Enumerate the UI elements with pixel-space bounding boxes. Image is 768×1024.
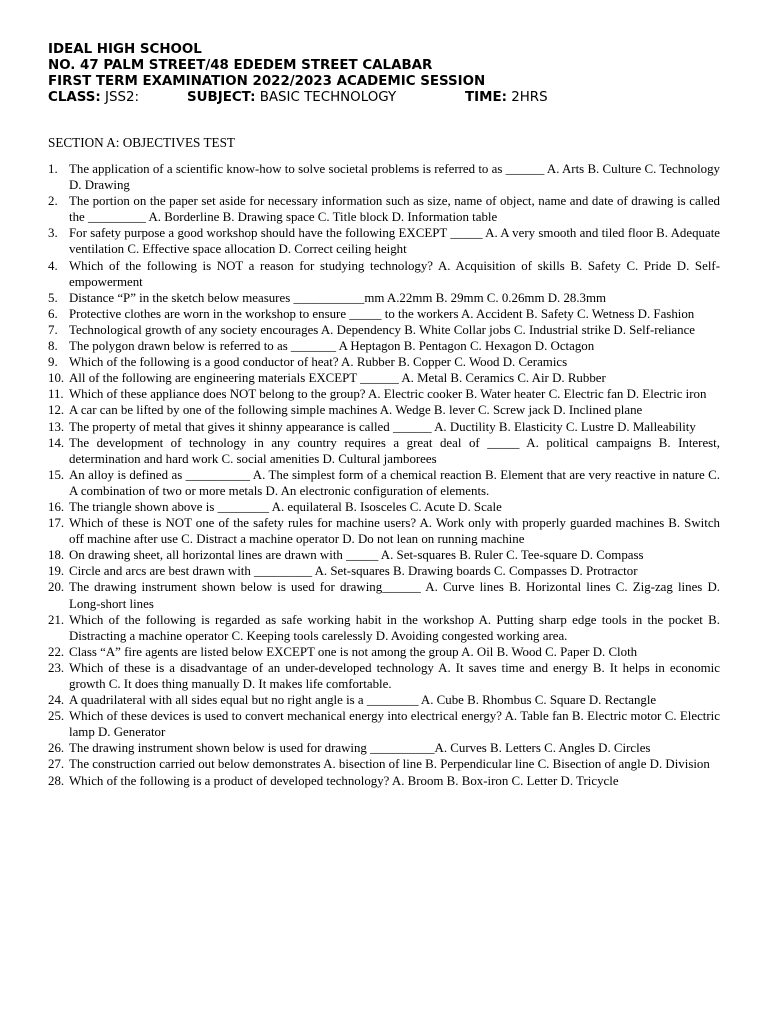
question-text: The property of metal that gives it shinny appearance is called ______ A. Ductility B. Elasticity C. Lustre D. Malleability <box>69 419 696 434</box>
question-text: Technological growth of any society encourages A. Dependency B. White Collar jobs C. Industrial strike D. Self-reliance <box>69 322 696 337</box>
question-item <box>48 225 720 257</box>
question-list <box>48 161 720 789</box>
question-item <box>48 338 720 354</box>
question-item <box>48 547 720 563</box>
question-item <box>48 515 720 547</box>
question-text: Which of the following is a product of developed technology? A. Broom B. Box-iron C. Letter D. Tricycle <box>69 773 619 788</box>
subject-value: BASIC TECHNOLOGY <box>259 90 397 105</box>
question-number: 9. <box>48 355 58 370</box>
question-item <box>48 692 720 708</box>
question-item <box>48 258 720 290</box>
question-number: 25. <box>48 709 65 724</box>
question-text: For safety purpose a good workshop should have the following EXCEPT _____ A. A very smooth and tiled floor B. Adequate ventilation C. Effective space allocation D. Correct ceiling height <box>69 226 720 257</box>
question-item <box>48 579 720 611</box>
question-item <box>48 644 720 660</box>
question-item <box>48 354 720 370</box>
question-text: The development of technology in any country requires a great deal of _____ A. political campaigns B. Interest, determination and hard work C. social amenities D. Cultural jamborees <box>69 435 720 466</box>
question-text: The construction carried out below demonstrates A. bisection of line B. Perpendicular line C. Bisection of angle D. Division <box>69 757 710 772</box>
exam-info-row <box>48 90 728 106</box>
question-item <box>48 161 720 193</box>
question-item <box>48 756 720 772</box>
class-label: CLASS: <box>48 90 101 105</box>
question-number: 3. <box>48 226 58 241</box>
question-item <box>48 563 720 579</box>
subject-label: SUBJECT: <box>187 90 256 105</box>
question-number: 18. <box>48 548 65 563</box>
question-text: A car can be lifted by one of the following simple machines A. Wedge B. lever C. Screw jack D. Inclined plane <box>69 403 643 418</box>
question-text: The portion on the paper set aside for necessary information such as size, name of object, name and date of drawing is called the _________ A. Borderline B. Drawing space C. Title block D. Information table <box>69 194 720 225</box>
question-text: Which of the following is regarded as safe working habit in the workshop A. Putting sharp edge tools in the pocket B. Distracting a machine operator C. Keeping tools carelessly D. Avoiding congested working area. <box>69 612 720 643</box>
question-text: Which of these is a disadvantage of an under-developed technology A. It saves time and energy B. It helps in economic growth C. It does thing manually D. It makes life comfortable. <box>69 660 720 691</box>
question-number: 2. <box>48 194 58 209</box>
question-text: Which of these devices is used to convert mechanical energy into electrical energy? A. Table fan B. Electric motor C. Electric lamp D. Generator <box>69 709 720 740</box>
question-item <box>48 193 720 225</box>
question-text: The triangle shown above is ________ A. equilateral B. Isosceles C. Acute D. Scale <box>69 499 502 514</box>
question-number: 5. <box>48 290 58 305</box>
question-item <box>48 612 720 644</box>
question-number: 27. <box>48 757 65 772</box>
question-number: 28. <box>48 773 65 788</box>
class-value: JSS2: <box>105 90 140 105</box>
question-number: 8. <box>48 339 58 354</box>
question-number: 19. <box>48 564 65 579</box>
question-text: Distance “P” in the sketch below measures ___________mm A.22mm B. 29mm C. 0.26mm D. 28.3mm <box>69 290 607 305</box>
question-item <box>48 290 720 306</box>
question-text: The drawing instrument shown below is used for drawing __________A. Curves B. Letters C. Angles D. Circles <box>69 741 651 756</box>
exam-header <box>48 42 728 106</box>
question-text: On drawing sheet, all horizontal lines are drawn with _____ A. Set-squares B. Ruler C. Tee-square D. Compass <box>69 548 644 563</box>
question-text: Which of these appliance does NOT belong to the group? A. Electric cooker B. Water heater C. Electric fan D. Electric iron <box>69 387 707 402</box>
question-number: 6. <box>48 306 58 321</box>
question-number: 13. <box>48 419 65 434</box>
question-number: 22. <box>48 644 65 659</box>
question-item <box>48 435 720 467</box>
time-info <box>465 90 548 106</box>
question-item <box>48 499 720 515</box>
question-number: 4. <box>48 258 58 273</box>
question-text: Circle and arcs are best drawn with _________ A. Set-squares B. Drawing boards C. Compasses D. Protractor <box>69 564 638 579</box>
subject-info <box>187 90 396 106</box>
school-address: NO. 47 PALM STREET/48 EDEDEM STREET CALABAR <box>48 58 433 73</box>
question-number: 21. <box>48 612 65 627</box>
question-item <box>48 386 720 402</box>
question-text: Protective clothes are worn in the workshop to ensure _____ to the workers A. Accident B. Safety C. Wetness D. Fashion <box>69 306 695 321</box>
question-number: 14. <box>48 435 65 450</box>
question-number: 17. <box>48 516 65 531</box>
question-text: Which of these is NOT one of the safety rules for machine users? A. Work only with properly guarded machines B. Switch off machine after use C. Distract a machine operator D. Do not lean on running machine <box>69 516 720 547</box>
question-number: 11. <box>48 387 64 402</box>
question-number: 10. <box>48 371 65 386</box>
question-text: Class “A” fire agents are listed below EXCEPT one is not among the group A. Oil B. Wood C. Paper D. Cloth <box>69 644 638 659</box>
school-name: IDEAL HIGH SCHOOL <box>48 42 202 57</box>
question-item <box>48 740 720 756</box>
question-number: 23. <box>48 660 65 675</box>
question-number: 7. <box>48 322 58 337</box>
question-number: 24. <box>48 693 65 708</box>
question-item <box>48 773 720 789</box>
time-label: TIME: <box>465 90 507 105</box>
question-number: 26. <box>48 741 65 756</box>
question-number: 16. <box>48 499 65 514</box>
class-info <box>48 90 139 106</box>
question-text: A quadrilateral with all sides equal but no right angle is a ________ A. Cube B. Rhombus C. Square D. Rectangle <box>69 693 657 708</box>
question-item <box>48 708 720 740</box>
exam-title: FIRST TERM EXAMINATION 2022/2023 ACADEMIC SESSION <box>48 74 486 89</box>
question-text: Which of the following is NOT a reason for studying technology? A. Acquisition of skills B. Safety C. Pride D. Self-empowerment <box>69 258 720 289</box>
question-text: The polygon drawn below is referred to as _______ A Heptagon B. Pentagon C. Hexagon D. Octagon <box>69 339 595 354</box>
question-item <box>48 660 720 692</box>
time-value: 2HRS <box>511 90 548 105</box>
question-number: 12. <box>48 403 65 418</box>
question-number: 20. <box>48 580 65 595</box>
question-number: 15. <box>48 467 65 482</box>
question-text: The drawing instrument shown below is used for drawing______ A. Curve lines B. Horizontal lines C. Zig-zag lines D. Long-short lines <box>69 580 720 611</box>
question-item <box>48 322 720 338</box>
question-number: 1. <box>48 162 58 176</box>
question-item <box>48 370 720 386</box>
question-text: An alloy is defined as __________ A. The simplest form of a chemical reaction B. Element that are very reactive in nature C. A combination of two or more metals D. An electronic configuration of elements. <box>69 467 720 498</box>
question-item <box>48 467 720 499</box>
question-text: All of the following are engineering materials EXCEPT ______ A. Metal B. Ceramics C. Air D. Rubber <box>69 371 606 386</box>
question-item <box>48 419 720 435</box>
question-text: The application of a scientific know-how to solve societal problems is referred to as ______ A. Arts B. Culture C. Technology D. Drawing <box>69 162 720 193</box>
question-item <box>48 306 720 322</box>
question-text: Which of the following is a good conductor of heat? A. Rubber B. Copper C. Wood D. Ceramics <box>69 355 568 370</box>
section-title: SECTION A: OBJECTIVES TEST <box>48 135 235 150</box>
question-item <box>48 402 720 418</box>
